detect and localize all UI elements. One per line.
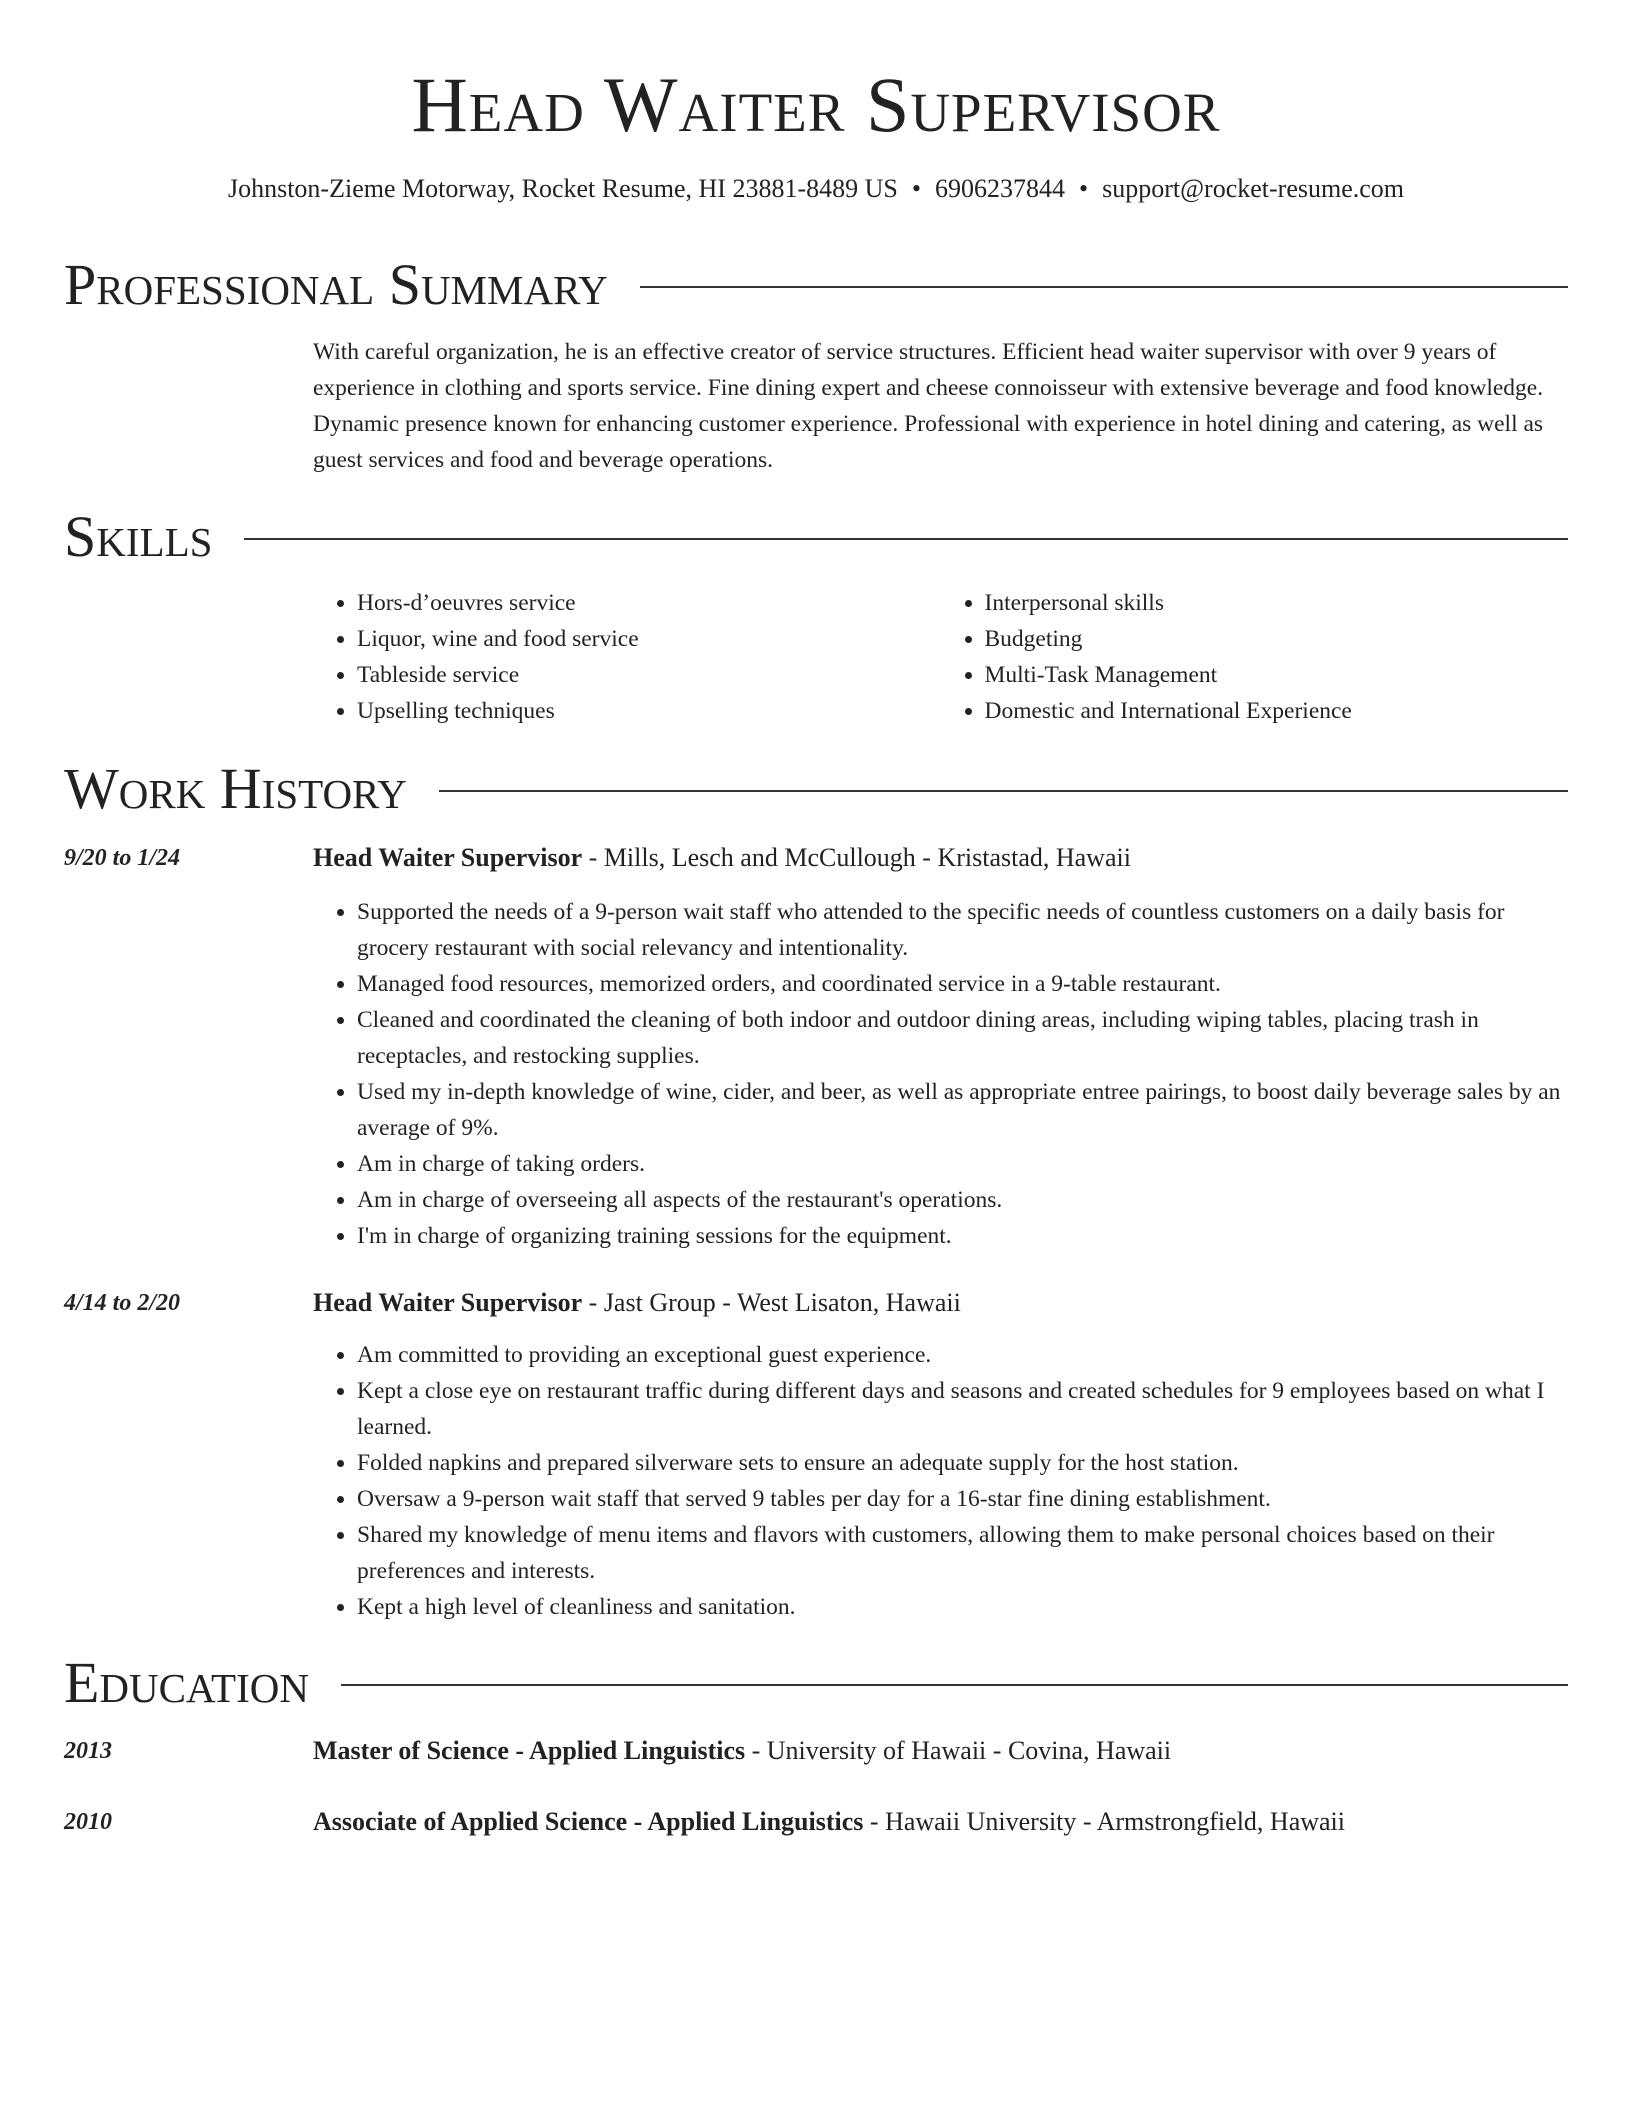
institution: - Hawaii University - Armstrongfield, Hawaii <box>863 1807 1345 1836</box>
duty-item: • Shared my knowledge of menu items and flavors with customers, allowing them to make personal choices based on their preferences and interests. <box>357 1517 1568 1589</box>
section-divider <box>244 538 1568 540</box>
section-divider <box>640 286 1568 288</box>
education-year: 2013 <box>64 1738 112 1764</box>
skill-item: • Interpersonal skills <box>985 585 1569 621</box>
job-duties <box>313 894 1568 1254</box>
education-header <box>313 1733 1568 1769</box>
summary-text: With careful organization, he is an effective creator of service structures. Efficient head waiter supervisor with over 9 years of experience in clothing and sports service. Fine dining expert and cheese connoisseur with extensive beverage and food knowledge. Dynamic presence known for enhancing customer experience. Professional with experience in hotel dining and catering, as well as guest services and food and beverage operations. <box>313 339 1544 473</box>
skill-item: • Upselling techniques <box>357 693 941 729</box>
skills-section <box>313 585 1568 729</box>
duty-list <box>313 1337 1568 1625</box>
job-employer: - Mills, Lesch and McCullough - Kristastad, Hawaii <box>582 843 1131 872</box>
duty-item: • I'm in charge of organizing training sessions for the equipment. <box>357 1218 1568 1254</box>
separator: • <box>1078 174 1089 203</box>
skills-list-left <box>313 585 941 729</box>
phone: 6906237844 <box>934 174 1065 203</box>
duty-item: • Kept a close eye on restaurant traffic during different days and seasons and created schedules for 9 employees based on what I learned. <box>357 1373 1568 1445</box>
job-entry <box>313 1285 1568 1321</box>
contact-line <box>0 170 1632 208</box>
section-title: Skills <box>64 504 213 569</box>
degree: Associate of Applied Science - Applied Linguistics <box>313 1807 864 1836</box>
skill-item: • Tableside service <box>357 657 941 693</box>
education-header <box>313 1804 1568 1840</box>
duty-list <box>313 894 1568 1254</box>
candidate-name: Head Waiter Supervisor <box>411 61 1221 148</box>
duty-item: • Am in charge of overseeing all aspects of the restaurant's operations. <box>357 1182 1568 1218</box>
institution: - University of Hawaii - Covina, Hawaii <box>745 1736 1172 1765</box>
job-dates: 4/14 to 2/20 <box>64 1290 181 1316</box>
duty-item: • Folded napkins and prepared silverware sets to ensure an adequate supply for the host station. <box>357 1445 1568 1481</box>
job-title: Head Waiter Supervisor <box>313 843 583 872</box>
degree: Master of Science - Applied Linguistics <box>313 1736 746 1765</box>
skills-list-right <box>941 585 1569 729</box>
address: Johnston-Zieme Motorway, Rocket Resume, HI 23881-8489 US <box>227 174 898 203</box>
education-heading <box>64 1651 1568 1715</box>
job-duties <box>313 1337 1568 1625</box>
job-employer: - Jast Group - West Lisaton, Hawaii <box>582 1288 961 1317</box>
job-entry <box>313 840 1568 876</box>
duty-item: • Cleaned and coordinated the cleaning of both indoor and outdoor dining areas, including wiping tables, placing trash in receptacles, and restocking supplies. <box>357 1002 1568 1074</box>
education-year: 2010 <box>64 1809 112 1835</box>
section-title: Professional Summary <box>64 252 608 317</box>
skill-item: • Multi-Task Management <box>985 657 1569 693</box>
summary-section <box>313 334 1568 478</box>
job-header <box>313 1285 1568 1321</box>
email: support@rocket-resume.com <box>1102 174 1405 203</box>
duty-item: • Managed food resources, memorized orders, and coordinated service in a 9-table restaurant. <box>357 966 1568 1002</box>
section-divider <box>341 1684 1568 1686</box>
duty-item: • Am committed to providing an exceptional guest experience. <box>357 1337 1568 1373</box>
job-header <box>313 840 1568 876</box>
duty-item: • Oversaw a 9-person wait staff that served 9 tables per day for a 16-star fine dining establishment. <box>357 1481 1568 1517</box>
section-title: Education <box>64 1650 309 1715</box>
skill-item: • Domestic and International Experience <box>985 693 1569 729</box>
section-title: Work History <box>64 756 407 821</box>
duty-item: • Am in charge of taking orders. <box>357 1146 1568 1182</box>
job-dates: 9/20 to 1/24 <box>64 845 181 871</box>
skill-item: • Hors-d’oeuvres service <box>357 585 941 621</box>
duty-item: • Supported the needs of a 9-person wait staff who attended to the specific needs of countless customers on a daily basis for grocery restaurant with social relevancy and intentionality. <box>357 894 1568 966</box>
separator: • <box>911 174 921 203</box>
duty-item: • Used my in-depth knowledge of wine, cider, and beer, as well as appropriate entree pairings, to boost daily beverage sales by an average of 9%. <box>357 1074 1568 1146</box>
education-entry <box>313 1804 1568 1840</box>
work-history-heading <box>64 757 1568 821</box>
summary-heading <box>64 253 1568 317</box>
duty-item: • Kept a high level of cleanliness and sanitation. <box>357 1589 1568 1625</box>
education-entry <box>313 1733 1568 1769</box>
section-divider <box>439 790 1568 792</box>
skill-item: • Budgeting <box>985 621 1569 657</box>
skill-item: • Liquor, wine and food service <box>357 621 941 657</box>
job-title: Head Waiter Supervisor <box>313 1288 583 1317</box>
skills-heading <box>64 505 1568 569</box>
